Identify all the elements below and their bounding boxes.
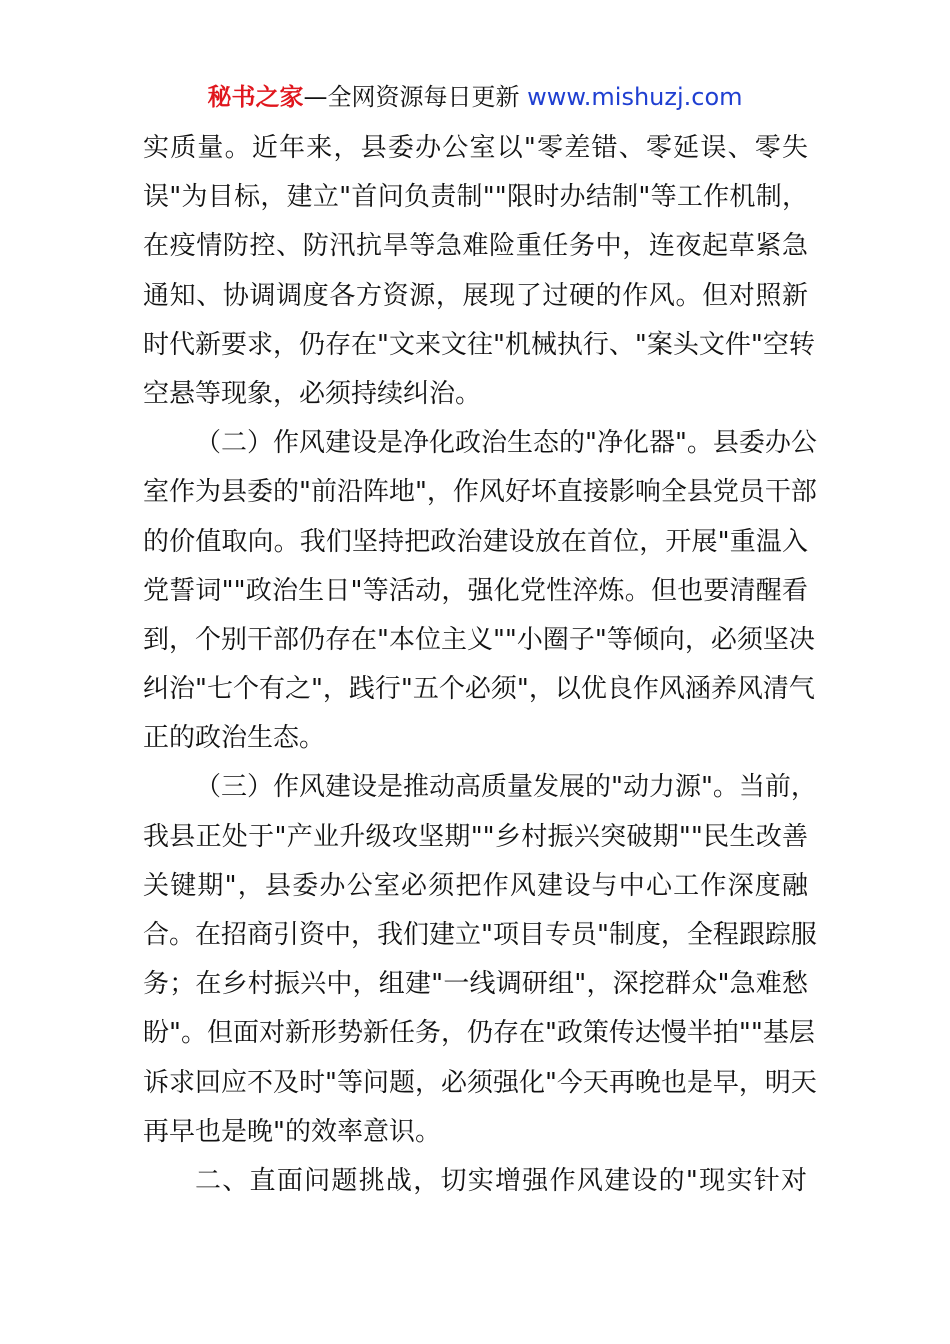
text-line: 到，个别干部仍存在"本位主义""小圈子"等倾向，必须坚决 — [143, 624, 815, 655]
text-line: 的价值取向。我们坚持把政治建设放在首位，开展"重温入 — [143, 526, 808, 557]
text-line: 通知、协调调度各方资源，展现了过硬的作风。但对照新 — [143, 280, 808, 311]
site-header — [0, 80, 950, 114]
text-line: 诉求回应不及时"等问题，必须强化"今天再晚也是早，明天 — [143, 1067, 817, 1098]
text-line: 盼"。但面对新形势新任务，仍存在"政策传达慢半拍""基层 — [143, 1018, 815, 1049]
text-line: 关键期"，县委办公室必须把作风建设与中心工作深度融 — [143, 870, 808, 901]
text-line: 党誓词""政治生日"等活动，强化党性淬炼。但也要清醒看 — [143, 575, 808, 606]
text-line: 空悬等现象，必须持续纠治。 — [143, 378, 482, 409]
text-line: 在疫情防控、防汛抗旱等急难险重任务中，连夜起草紧急 — [143, 231, 808, 262]
text-line: 时代新要求，仍存在"文来文往"机械执行、"案头文件"空转 — [143, 329, 815, 360]
header-tagline: —全网资源每日更新 — [303, 83, 528, 111]
text-line: 正的政治生态。 — [143, 723, 326, 754]
site-url-link[interactable]: www.mishuzj.com — [527, 83, 743, 111]
text-line: （二）作风建设是净化政治生态的"净化器"。县委办公 — [195, 428, 817, 459]
text-line: 实质量。近年来，县委办公室以"零差错、零延误、零失 — [143, 133, 808, 163]
text-line: 纠治"七个有之"，践行"五个必须"，以优良作风涵养风清气 — [143, 674, 815, 705]
text-line: 合。在招商引资中，我们建立"项目专员"制度，全程跟踪服 — [143, 920, 817, 950]
document-body — [143, 124, 817, 1206]
text-line: 我县正处于"产业升级攻坚期""乡村振兴突破期""民生改善 — [143, 821, 808, 852]
brand-name: 秘书之家 — [207, 83, 304, 111]
text-line: 再早也是晚"的效率意识。 — [143, 1116, 441, 1147]
text-line: 务；在乡村振兴中，组建"一线调研组"，深挖群众"急难愁 — [143, 969, 808, 1000]
section-heading-line: 二、直面问题挑战，切实增强作风建设的"现实针对 — [195, 1165, 808, 1196]
text-line: （三）作风建设是推动高质量发展的"动力源"。当前， — [195, 772, 817, 803]
text-line: 误"为目标，建立"首问负责制""限时办结制"等工作机制， — [143, 182, 808, 213]
text-line: 室作为县委的"前沿阵地"，作风好坏直接影响全县党员干部 — [143, 477, 817, 508]
